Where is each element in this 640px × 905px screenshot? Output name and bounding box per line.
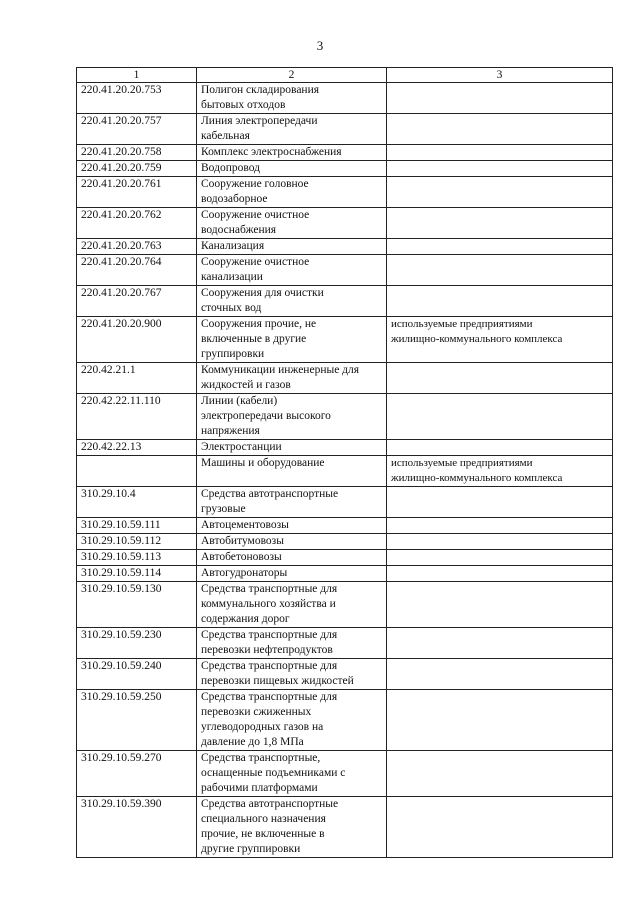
- name-cell: Средства транспортные для перевозки пищевых жидкостей: [197, 659, 387, 690]
- table-row: [77, 751, 613, 797]
- code-cell: 310.29.10.59.113: [77, 550, 197, 566]
- column-header-3: 3: [387, 68, 613, 83]
- code-cell: 220.42.21.1: [77, 363, 197, 394]
- name-cell: Средства автотранспортные специального назначения прочие, не включенные в другие группировки: [197, 797, 387, 858]
- name-cell: Канализация: [197, 239, 387, 255]
- name-cell: Коммуникации инженерные для жидкостей и газов: [197, 363, 387, 394]
- table-row: [77, 659, 613, 690]
- table-row: [77, 114, 613, 145]
- classification-table: [76, 67, 613, 858]
- table-row: [77, 255, 613, 286]
- note-cell: [387, 518, 613, 534]
- code-cell: 220.42.22.11.110: [77, 394, 197, 440]
- note-cell: [387, 628, 613, 659]
- table-row: [77, 566, 613, 582]
- name-cell: Средства транспортные для коммунального хозяйства и содержания дорог: [197, 582, 387, 628]
- table-row: [77, 534, 613, 550]
- name-cell: Средства транспортные, оснащенные подъемниками с рабочими платформами: [197, 751, 387, 797]
- table-body: [77, 83, 613, 858]
- table-row: [77, 208, 613, 239]
- code-cell: 220.42.22.13: [77, 440, 197, 456]
- name-cell: Полигон складирования бытовых отходов: [197, 83, 387, 114]
- note-cell: используемые предприятиями жилищно-коммунального комплекса: [387, 317, 613, 363]
- table-row: [77, 440, 613, 456]
- note-cell: используемые предприятиями жилищно-коммунального комплекса: [387, 456, 613, 487]
- table-row: [77, 286, 613, 317]
- table-row: [77, 797, 613, 858]
- code-cell: 220.41.20.20.759: [77, 161, 197, 177]
- name-cell: Сооружение головное водозаборное: [197, 177, 387, 208]
- code-cell: 220.41.20.20.758: [77, 145, 197, 161]
- note-cell: [387, 83, 613, 114]
- table-row: [77, 177, 613, 208]
- code-cell: [77, 456, 197, 487]
- name-cell: Автогудронаторы: [197, 566, 387, 582]
- name-cell: Сооружение очистное водоснабжения: [197, 208, 387, 239]
- name-cell: Средства автотранспортные грузовые: [197, 487, 387, 518]
- table-row: [77, 456, 613, 487]
- code-cell: 310.29.10.59.390: [77, 797, 197, 858]
- table-row: [77, 582, 613, 628]
- code-cell: 310.29.10.4: [77, 487, 197, 518]
- table-row: [77, 161, 613, 177]
- table-row: [77, 518, 613, 534]
- code-cell: 310.29.10.59.250: [77, 690, 197, 751]
- table-row: [77, 690, 613, 751]
- name-cell: Сооружение очистное канализации: [197, 255, 387, 286]
- table-row: [77, 239, 613, 255]
- note-cell: [387, 487, 613, 518]
- table-row: [77, 83, 613, 114]
- code-cell: 220.41.20.20.763: [77, 239, 197, 255]
- code-cell: 220.41.20.20.753: [77, 83, 197, 114]
- note-cell: [387, 286, 613, 317]
- name-cell: Средства транспортные для перевозки нефтепродуктов: [197, 628, 387, 659]
- column-header-2: 2: [197, 68, 387, 83]
- note-cell: [387, 145, 613, 161]
- name-cell: Средства транспортные для перевозки сжиженных углеводородных газов на давление до 1,8 МПа: [197, 690, 387, 751]
- table-row: [77, 317, 613, 363]
- code-cell: 220.41.20.20.762: [77, 208, 197, 239]
- header-row: [77, 68, 613, 83]
- column-header-1: 1: [77, 68, 197, 83]
- note-cell: [387, 440, 613, 456]
- table-row: [77, 363, 613, 394]
- name-cell: Сооружения прочие, не включенные в другие группировки: [197, 317, 387, 363]
- note-cell: [387, 363, 613, 394]
- name-cell: Линии (кабели) электропередачи высокого напряжения: [197, 394, 387, 440]
- note-cell: [387, 394, 613, 440]
- name-cell: Линия электропередачи кабельная: [197, 114, 387, 145]
- code-cell: 310.29.10.59.240: [77, 659, 197, 690]
- name-cell: Автоцементовозы: [197, 518, 387, 534]
- table-row: [77, 550, 613, 566]
- code-cell: 220.41.20.20.767: [77, 286, 197, 317]
- code-cell: 310.29.10.59.130: [77, 582, 197, 628]
- code-cell: 220.41.20.20.757: [77, 114, 197, 145]
- name-cell: Комплекс электроснабжения: [197, 145, 387, 161]
- code-cell: 220.41.20.20.761: [77, 177, 197, 208]
- name-cell: Машины и оборудование: [197, 456, 387, 487]
- code-cell: 310.29.10.59.114: [77, 566, 197, 582]
- note-cell: [387, 239, 613, 255]
- note-cell: [387, 751, 613, 797]
- name-cell: Водопровод: [197, 161, 387, 177]
- note-cell: [387, 566, 613, 582]
- note-cell: [387, 177, 613, 208]
- code-cell: 220.41.20.20.900: [77, 317, 197, 363]
- page-number: 3: [316, 38, 324, 53]
- note-cell: [387, 797, 613, 858]
- name-cell: Автобетоновозы: [197, 550, 387, 566]
- note-cell: [387, 659, 613, 690]
- note-cell: [387, 534, 613, 550]
- table-row: [77, 487, 613, 518]
- code-cell: 310.29.10.59.112: [77, 534, 197, 550]
- code-cell: 310.29.10.59.230: [77, 628, 197, 659]
- table-row: [77, 628, 613, 659]
- code-cell: 310.29.10.59.111: [77, 518, 197, 534]
- table-row: [77, 145, 613, 161]
- note-cell: [387, 690, 613, 751]
- note-cell: [387, 255, 613, 286]
- name-cell: Сооружения для очистки сточных вод: [197, 286, 387, 317]
- code-cell: 220.41.20.20.764: [77, 255, 197, 286]
- note-cell: [387, 208, 613, 239]
- name-cell: Автобитумовозы: [197, 534, 387, 550]
- table-row: [77, 394, 613, 440]
- note-cell: [387, 582, 613, 628]
- note-cell: [387, 161, 613, 177]
- note-cell: [387, 114, 613, 145]
- note-cell: [387, 550, 613, 566]
- code-cell: 310.29.10.59.270: [77, 751, 197, 797]
- name-cell: Электростанции: [197, 440, 387, 456]
